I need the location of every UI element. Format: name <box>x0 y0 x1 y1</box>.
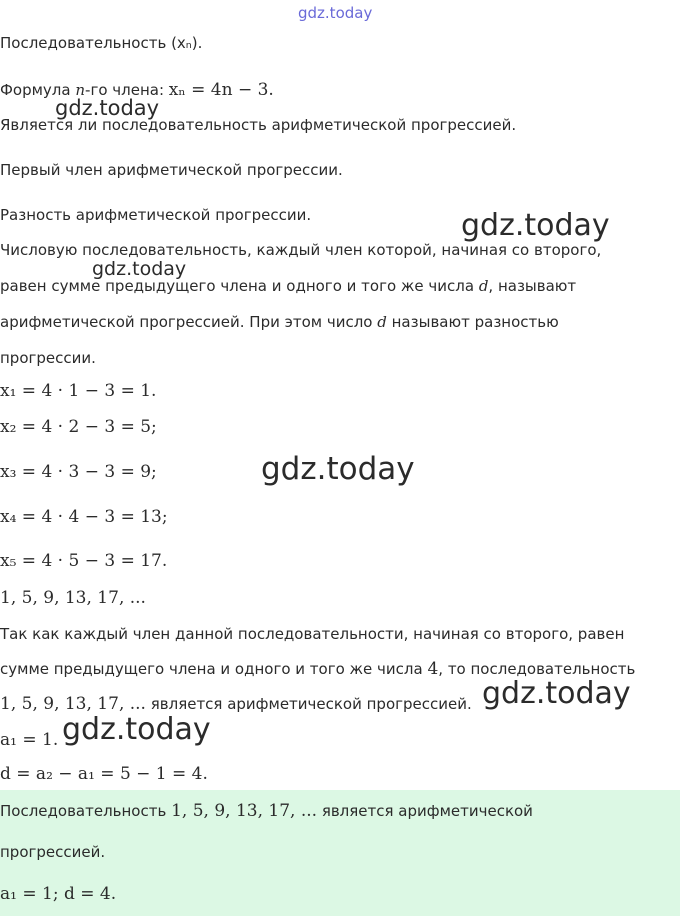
answer-text-end: является арифметической <box>317 802 533 820</box>
answer-line-1 <box>0 801 533 821</box>
sequence-title: Последовательность (xₙ). <box>0 34 203 52</box>
answer-values: a₁ = 1; d = 4. <box>0 884 117 904</box>
conclusion-line-3 <box>0 694 472 714</box>
definition-d: d <box>377 313 387 331</box>
definition-line-4: прогрессии. <box>0 349 96 367</box>
conclusion-sequence: 1, 5, 9, 13, 17, ... <box>0 694 146 714</box>
definition-line-3 <box>0 313 559 331</box>
watermark: gdz.today <box>62 712 211 747</box>
watermark: gdz.today <box>261 451 415 487</box>
equation-x5: x₅ = 4 · 5 − 3 = 17. <box>0 551 168 571</box>
formula-label: Формула <box>0 81 76 99</box>
conclusion-text: сумме предыдущего члена и одного и того же числа <box>0 660 428 678</box>
definition-d: d <box>478 277 489 295</box>
answer-text: Последовательность <box>0 802 172 820</box>
definition-text-end: , называют <box>488 277 577 295</box>
formula-label-end: -го члена: <box>85 81 169 99</box>
conclusion-number: 4 <box>427 659 439 679</box>
definition-text-end: называют разностью <box>386 313 559 331</box>
watermark: gdz.today <box>482 676 631 711</box>
definition-text: равен сумме предыдущего члена и одного и того же числа <box>0 277 479 295</box>
equation-x3: x₃ = 4 · 3 − 3 = 9; <box>0 462 157 482</box>
watermark: gdz.today <box>461 208 610 243</box>
definition-line-2 <box>0 277 576 295</box>
answer-sequence: 1, 5, 9, 13, 17, ... <box>171 801 318 821</box>
difference-value: d = a₂ − a₁ = 5 − 1 = 4. <box>0 764 208 784</box>
question-line: Является ли последовательность арифметической прогрессией. <box>0 116 517 134</box>
formula-expression: xₙ = 4n − 3. <box>168 80 274 100</box>
first-term-line: Первый член арифметической прогрессии. <box>0 161 343 179</box>
first-term-value: a₁ = 1. <box>0 730 59 750</box>
conclusion-line-1: Так как каждый член данной последовательности, начиная со второго, равен <box>0 625 625 643</box>
watermark: gdz.today <box>92 258 187 280</box>
equation-x4: x₄ = 4 · 4 − 3 = 13; <box>0 507 168 527</box>
watermark: gdz.today <box>298 4 373 22</box>
sequence-values: 1, 5, 9, 13, 17, ... <box>0 588 146 608</box>
difference-line: Разность арифметической прогрессии. <box>0 206 312 224</box>
conclusion-text: является арифметической прогрессией. <box>145 695 472 713</box>
equation-x1: x₁ = 4 · 1 − 3 = 1. <box>0 381 157 401</box>
watermark: gdz.today <box>55 96 160 120</box>
conclusion-text-end: , то последовательность <box>438 660 636 678</box>
definition-text: арифметической прогрессией. При этом число <box>0 313 378 331</box>
equation-x2: x₂ = 4 · 2 − 3 = 5; <box>0 417 157 437</box>
formula-n: n <box>75 81 86 99</box>
definition-line-1: Числовую последовательность, каждый член которой, начиная со второго, <box>0 241 602 259</box>
answer-line-2: прогрессией. <box>0 843 106 861</box>
